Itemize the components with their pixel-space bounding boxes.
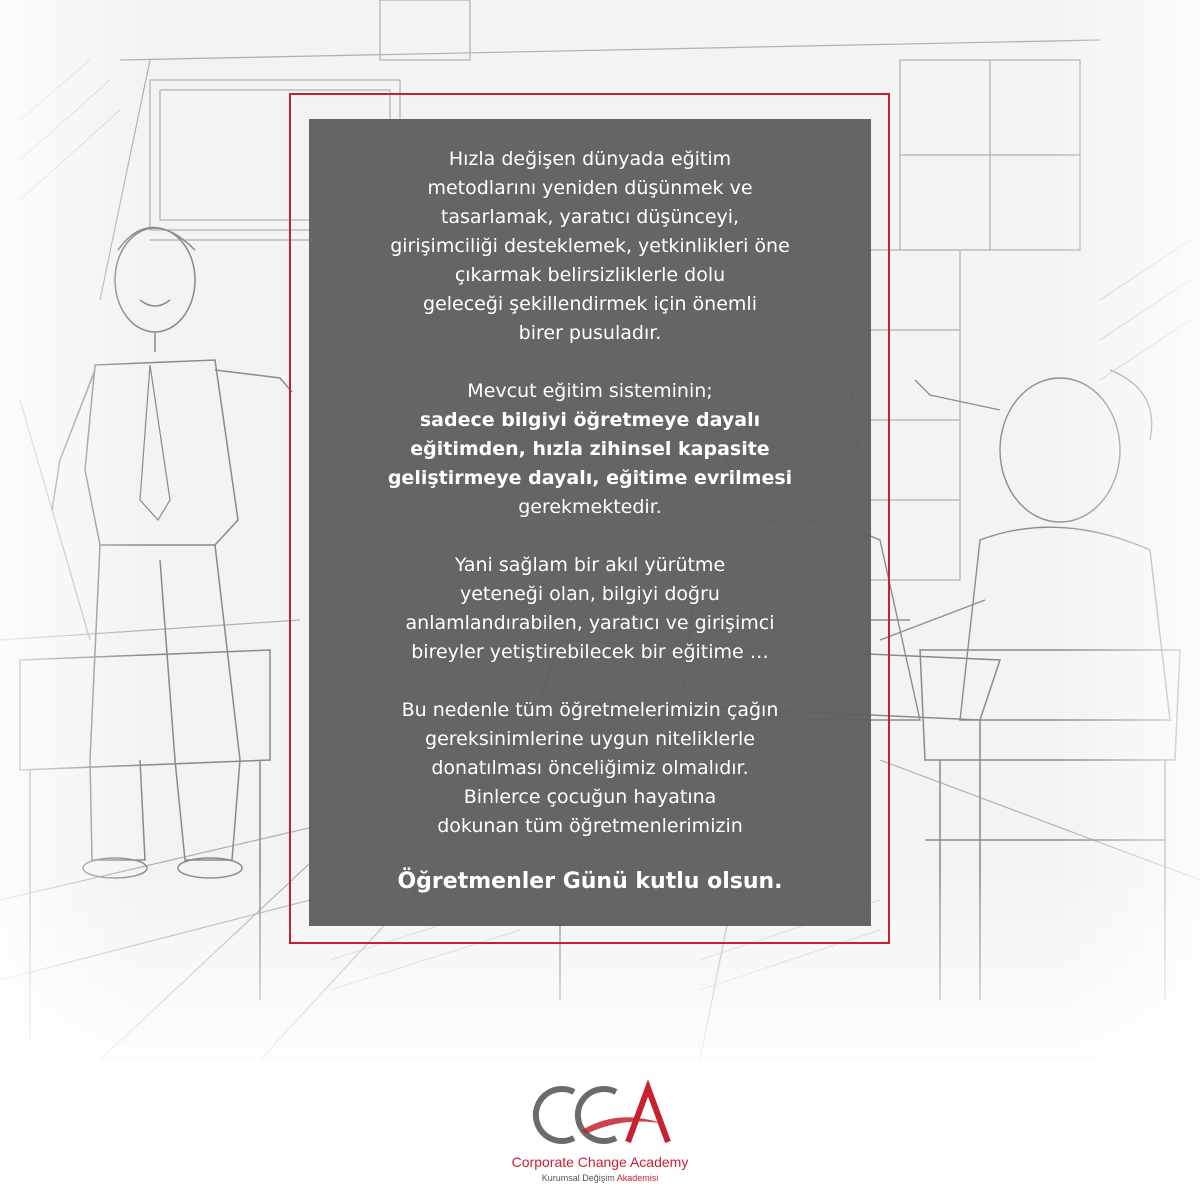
text-line: tasarlamak, yaratıcı düşünceyi, [440, 206, 740, 228]
text-line: Binlerce çocuğun hayatına [463, 786, 717, 808]
text-line: anlamlandırabilen, yaratıcı ve girişimci [405, 612, 775, 634]
emphasis-line: eğitimden, hızla zihinsel kapasite [410, 438, 770, 460]
logo-subtitle [500, 1173, 700, 1183]
cca-logo [500, 1080, 700, 1190]
paragraph-3 [329, 551, 851, 667]
text-line: gereksinimlerine uygun niteliklerle [425, 728, 755, 750]
text-line: donatılması önceliğimiz olmalıdır. [431, 757, 749, 779]
logo-company-name: Corporate Change Academy [511, 1154, 689, 1170]
text-line: Hızla değişen dünyada eğitim [448, 148, 732, 170]
text-line: Bu nedenle tüm öğretmelerimizin çağın [401, 699, 779, 721]
text-line: birer pusuladır. [518, 322, 662, 344]
text-line: girişimciliği desteklemek, yetkinlikleri öne [390, 235, 790, 257]
logo-subtitle-prefix: Kurumsal Değişim [541, 1173, 617, 1183]
emphasis-line: geliştirmeye dayalı, eğitime evrilmesi [387, 467, 793, 489]
text-line: dokunan tüm öğretmenlerimizin [437, 815, 743, 837]
message-panel [309, 119, 871, 926]
text-line: yeteneği olan, bilgiyi doğru [460, 583, 720, 605]
text-line: bireyler yetiştirebilecek bir eğitime … [411, 641, 769, 663]
closing-greeting: Öğretmenler Günü kutlu olsun. [397, 869, 783, 894]
cca-logo-mark-icon [524, 1080, 674, 1150]
paragraph-2 [329, 377, 851, 522]
paragraph-1 [329, 145, 851, 348]
text-line: çıkarmak belirsizliklerle dolu [454, 264, 726, 286]
text-line: gerekmektedir. [518, 496, 662, 518]
text-line: Yani sağlam bir akıl yürütme [454, 554, 726, 576]
text-line: metodlarını yeniden düşünmek ve [427, 177, 753, 199]
text-line: Mevcut eğitim sisteminin; [467, 380, 713, 402]
emphasis-line: sadece bilgiyi öğretmeye dayalı [419, 409, 761, 431]
text-line: geleceği şekillendirmek için önemli [423, 293, 757, 315]
logo-subtitle-accent: Akademisi [616, 1173, 659, 1183]
paragraph-4 [329, 696, 851, 841]
